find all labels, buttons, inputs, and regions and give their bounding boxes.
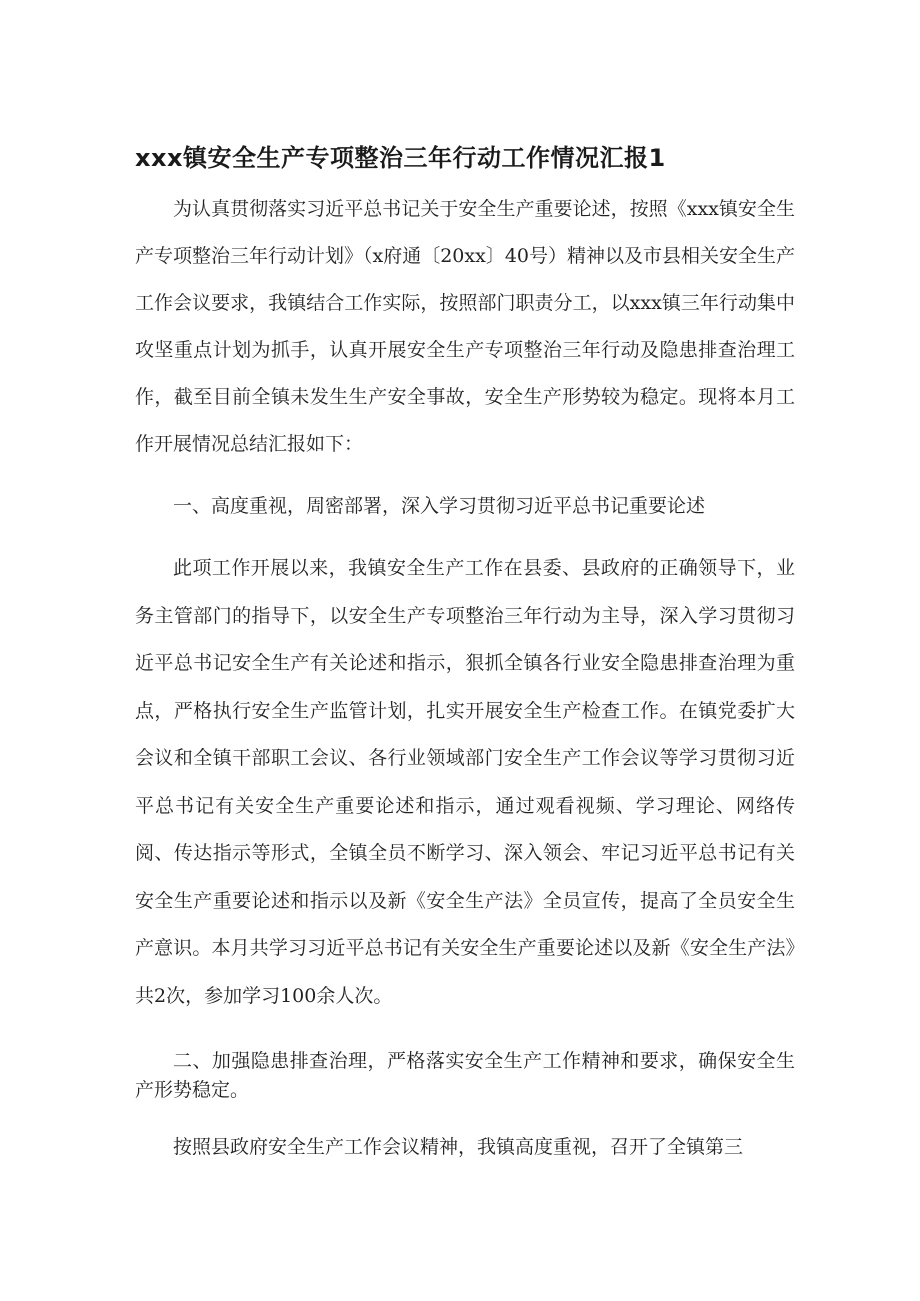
section-1-paragraph: 此项工作开展以来，我镇安全生产工作在县委、县政府的正确领导下，业务主管部门的指导下，以安全生产专项整治三年行动为主导，深入学习贯彻习近平总书记安全生产有关论述和指示，狠抓全镇各行业安全隐患排查治理为重点，严格执行安全生产监管计划，扎实开展安全生产检查工作。在镇党委扩大会议和全镇干部职工会议、各行业领域部门安全生产工作会议等学习贯彻习近平总书记有关安全生产重要论述和指示，通过观看视频、学习理论、网络传阅、传达指示等形式，全镇全员不断学习、深入领会、牢记习近平总书记有关安全生产重要论述和指示以及新《安全生产法》全员宣传，提高了全员安全生产意识。本月共学习习近平总书记有关安全生产重要论述以及新《安全生产法》共2次，参加学习100余人次。 [135, 557, 795, 1007]
section-heading-1: 一、高度重视，周密部署，深入学习贯彻习近平总书记重要论述 [173, 495, 706, 517]
section-2-paragraph: 按照县政府安全生产工作会议精神，我镇高度重视，召开了全镇第三 [173, 1136, 744, 1158]
document-title: xxx镇安全生产专项整治三年行动工作情况汇报1 [135, 144, 666, 172]
intro-paragraph: 为认真贯彻落实习近平总书记关于安全生产重要论述，按照《xxx镇安全生产专项整治三年行动计划》（x府通〔20xx〕40号）精神以及市县相关安全生产工作会议要求，我镇结合工作实际，按照部门职责分工，以xxx镇三年行动集中攻坚重点计划为抓手，认真开展安全生产专项整治三年行动及隐患排查治理工作，截至目前全镇未发生生产安全事故，安全生产形势较为稳定。现将本月工作开展情况总结汇报如下： [135, 198, 796, 455]
section-heading-2: 二、加强隐患排查治理，严格落实安全生产工作精神和要求，确保安全生产形势稳定。 [135, 1050, 795, 1101]
